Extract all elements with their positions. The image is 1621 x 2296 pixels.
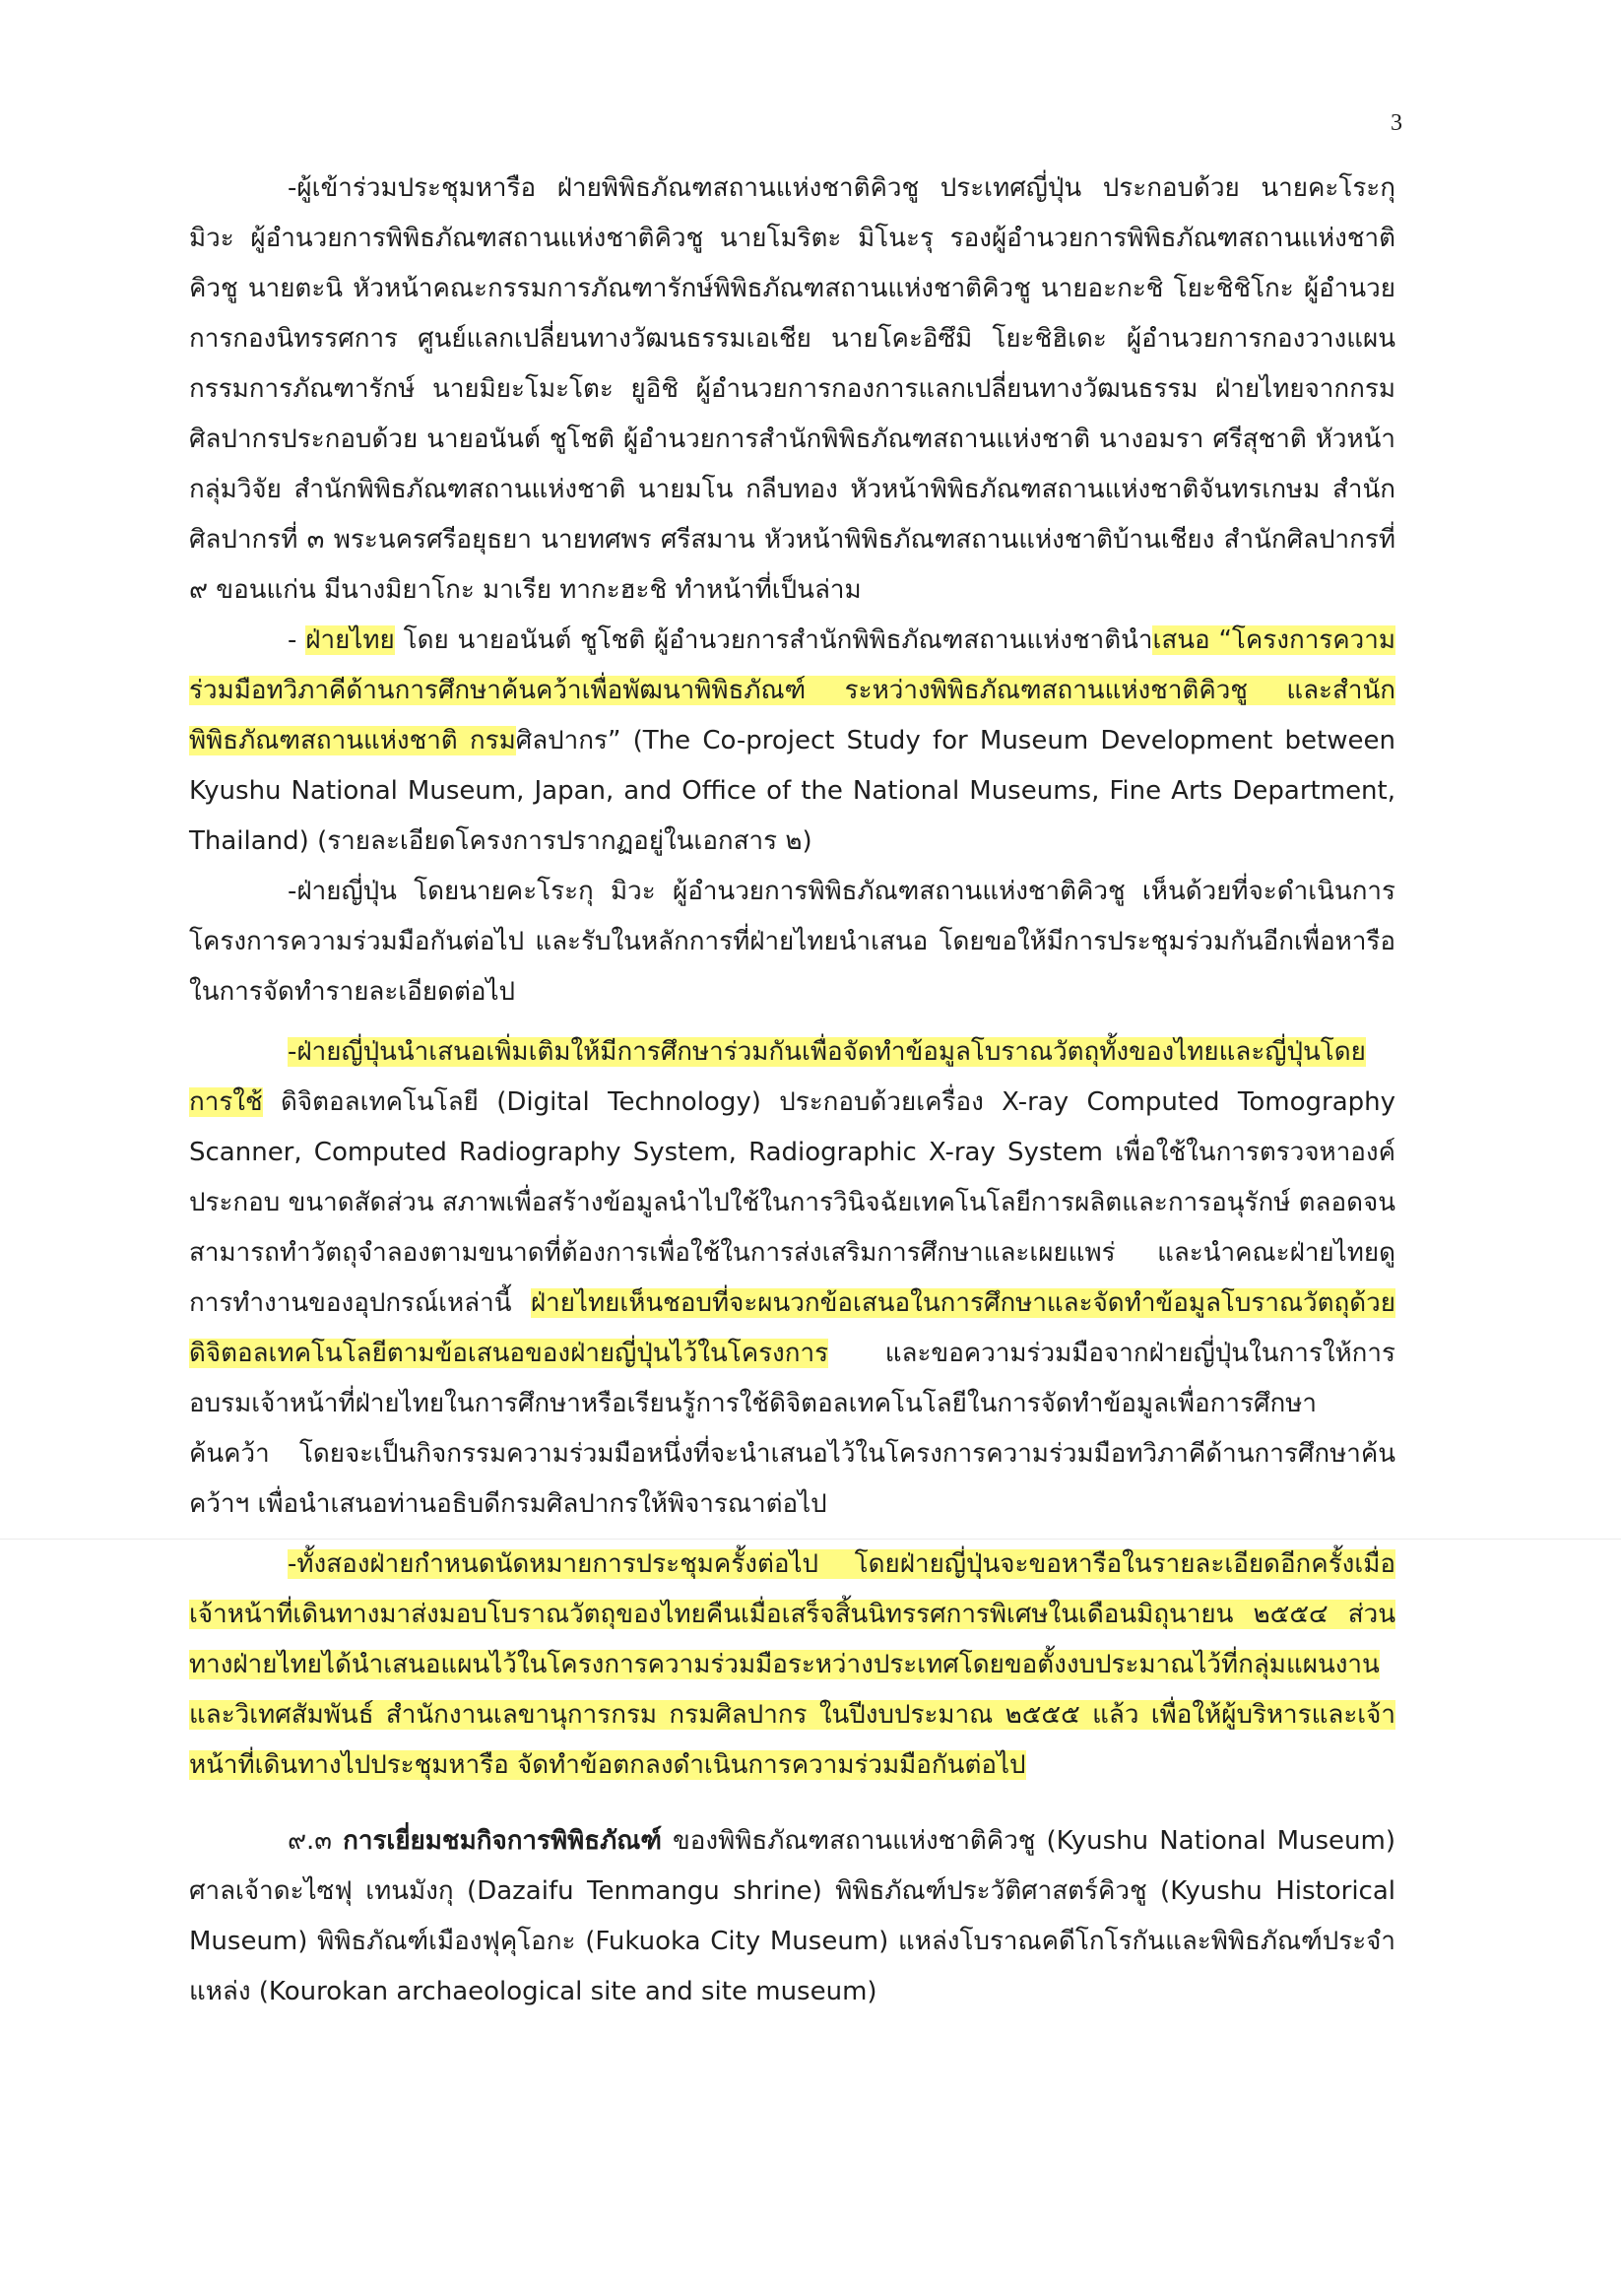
paragraph-museum-visits <box>189 1816 1395 2017</box>
text-run: ศิลปากร” (The Co-project Study for Museum Development between Kyushu National Museum, Japan, and Office of the National Museums, Fine Arts Department, Thailand) (รายละเอียดโครงการปรากฏอยู่ในเอกสาร ๒) <box>189 726 1395 856</box>
text-run: - <box>288 625 306 655</box>
text-run: และขอความร่วมมือจากฝ่ายญี่ปุ่นในการให้การอบรมเจ้าหน้าที่ฝ่ายไทยในการศึกษาหรือเรียนรู้การใช้ดิจิตอลเทคโนโลยีในการจัดทำข้อมูลเพื่อการศึกษาค้นคว้า โดยจะเป็นกิจกรรมความร่วมมือหนึ่งที่จะนำเสนอไว้ในโครงการความร่วมมือทวิภาคีด้านการศึกษาค้นคว้าฯ เพื่อนำเสนอท่านอธิบดีกรมศิลปากรให้พิจารณาต่อไป <box>189 1339 1395 1519</box>
highlighted-text: ฝ่ายไทยเห็นชอบที่จะผนวกข้อเสนอในการศึกษาและจัดทำข้อมูลโบราณวัตถุด้วยดิจิตอลเทคโนโลยีตามข้อเสนอของฝ่ายญี่ปุ่นไว้ในโครงการ <box>189 1288 1395 1368</box>
text-run: ของพิพิธภัณฑสถานแห่งชาติคิวชู (Kyushu National Museum) ศาลเจ้าดะไซฟุ เทนมังกุ (Dazaifu Tenmangu shrine) พิพิธภัณฑ์ประวัติศาสตร์คิวชู (Kyushu Historical Museum) พิพิธภัณฑ์เมืองฟุคุโอกะ (Fukuoka City Museum) แหล่งโบราณคดีโกโรกันและพิพิธภัณฑ์ประจำแหล่ง (Kourokan archaeological site and site museum) <box>189 1826 1395 2006</box>
paragraph-next-meeting <box>189 1540 1395 1791</box>
page-number: 3 <box>1391 110 1402 136</box>
section-number: ๙.๓ <box>288 1826 344 1856</box>
highlighted-text: -ฝ่ายญี่ปุ่นนำเสนอเพิ่มเติมให้มีการศึกษาร่วมกันเพื่อจัดทำข้อมูลโบราณวัตถุทั้งของไทยและญี่ปุ่นโดยการใช้ <box>189 1037 1366 1117</box>
highlighted-text: -ทั้งสองฝ่ายกำหนดนัดหมายการประชุมครั้งต่อไป โดยฝ่ายญี่ปุ่นจะขอหารือในรายละเอียดอีกครั้งเมื่อเจ้าหน้าที่เดินทางมาส่งมอบโบราณวัตถุของไทยคืนเมื่อเสร็จสิ้นนิทรรศการพิเศษในเดือนมิถุนายน ๒๕๕๔ ส่วนทางฝ่ายไทยได้นำเสนอแผนไว้ในโครงการความร่วมมือระหว่างประเทศโดยขอตั้งงบประมาณไว้ที่กลุ่มแผนงานและวิเทศสัมพันธ์ สำนักงานเลขานุการกรม กรมศิลปากร ในปีงบประมาณ ๒๕๕๕ แล้ว เพื่อให้ผู้บริหารและเจ้าหน้าที่เดินทางไปประชุมหารือ จัดทำข้อตกลงดำเนินการความร่วมมือกันต่อไป <box>189 1549 1395 1780</box>
highlighted-text: ฝ่ายไทย <box>305 625 395 655</box>
paragraph-thai-proposal <box>189 616 1395 867</box>
highlighted-text: เสนอ “โครงการความร่วมมือทวิภาคีด้านการศึกษาค้นคว้าเพื่อพัฒนาพิพิธภัณฑ์ ระหว่างพิพิธภัณฑสถานแห่งชาติคิวชู และสำนักพิพิธภัณฑสถานแห่งชาติ กรม <box>189 625 1395 755</box>
text-run: ดิจิตอลเทคโนโลยี (Digital Technology) ประกอบด้วยเครื่อง X-ray Computed Tomography Scanner, Computed Radiography System, Radiographic X-ray System เพื่อใช้ในการตรวจหาองค์ประกอบ ขนาดสัดส่วน สภาพเพื่อสร้างข้อมูลนำไปใช้ในการวินิจฉัยเทคโนโลยีการผลิตและการอนุรักษ์ ตลอดจนสามารถทำวัตถุจำลองตามขนาดที่ต้องการเพื่อใช้ในการส่งเสริมการศึกษาและเผยแพร่ และนำคณะฝ่ายไทยดูการทำงานของอุปกรณ์เหล่านี้ <box>189 1087 1395 1318</box>
document-body <box>189 164 1395 2017</box>
text-run: โดย นายอนันต์ ชูโชติ ผู้อำนวยการสำนักพิพิธภัณฑสถานแห่งชาตินำ <box>394 625 1153 655</box>
paragraph-japan-response: -ฝ่ายญี่ปุ่น โดยนายคะโระกุ มิวะ ผู้อำนวยการพิพิธภัณฑสถานแห่งชาติคิวชู เห็นด้วยที่จะดำเนินการโครงการความร่วมมือกันต่อไป และรับในหลักการที่ฝ่ายไทยนำเสนอ โดยขอให้มีการประชุมร่วมกันอีกเพื่อหารือในการจัดทำรายละเอียดต่อไป <box>189 877 1395 1007</box>
paragraph-digital-technology <box>189 1027 1395 1530</box>
paragraph-participants: -ผู้เข้าร่วมประชุมหารือ ฝ่ายพิพิธภัณฑสถานแห่งชาติคิวชู ประเทศญี่ปุ่น ประกอบด้วย นายคะโระกุ มิวะ ผู้อำนวยการพิพิธภัณฑสถานแห่งชาติคิวชู นายโมริตะ มิโนะรุ รองผู้อำนวยการพิพิธภัณฑสถานแห่งชาติคิวชู นายตะนิ หัวหน้าคณะกรรมการภัณฑารักษ์พิพิธภัณฑสถานแห่งชาติคิวชู นายอะกะชิ โยะชิชิโกะ ผู้อำนวยการกองนิทรรศการ ศูนย์แลกเปลี่ยนทางวัฒนธรรมเอเชีย นายโคะอิซึมิ โยะชิฮิเดะ ผู้อำนวยการกองวางแผน กรรมการภัณฑารักษ์ นายมิยะโมะโตะ ยูอิชิ ผู้อำนวยการกองการแลกเปลี่ยนทางวัฒนธรรม ฝ่ายไทยจากกรมศิลปากรประกอบด้วย นายอนันต์ ชูโชติ ผู้อำนวยการสำนักพิพิธภัณฑสถานแห่งชาติ นางอมรา ศรีสุชาติ หัวหน้ากลุ่มวิจัย สำนักพิพิธภัณฑสถานแห่งชาติ นายมโน กลีบทอง หัวหน้าพิพิธภัณฑสถานแห่งชาติจันทรเกษม สำนักศิลปากรที่ ๓ พระนครศรีอยุธยา นายทศพร ศรีสมาน หัวหน้าพิพิธภัณฑสถานแห่งชาติบ้านเชียง สำนักศิลปากรที่ ๙ ขอนแก่น มีนางมิยาโกะ มาเรีย ทากะฮะชิ ทำหน้าที่เป็นล่าม <box>189 173 1395 605</box>
section-heading: การเยี่ยมชมกิจการพิพิธภัณฑ์ <box>343 1826 662 1856</box>
